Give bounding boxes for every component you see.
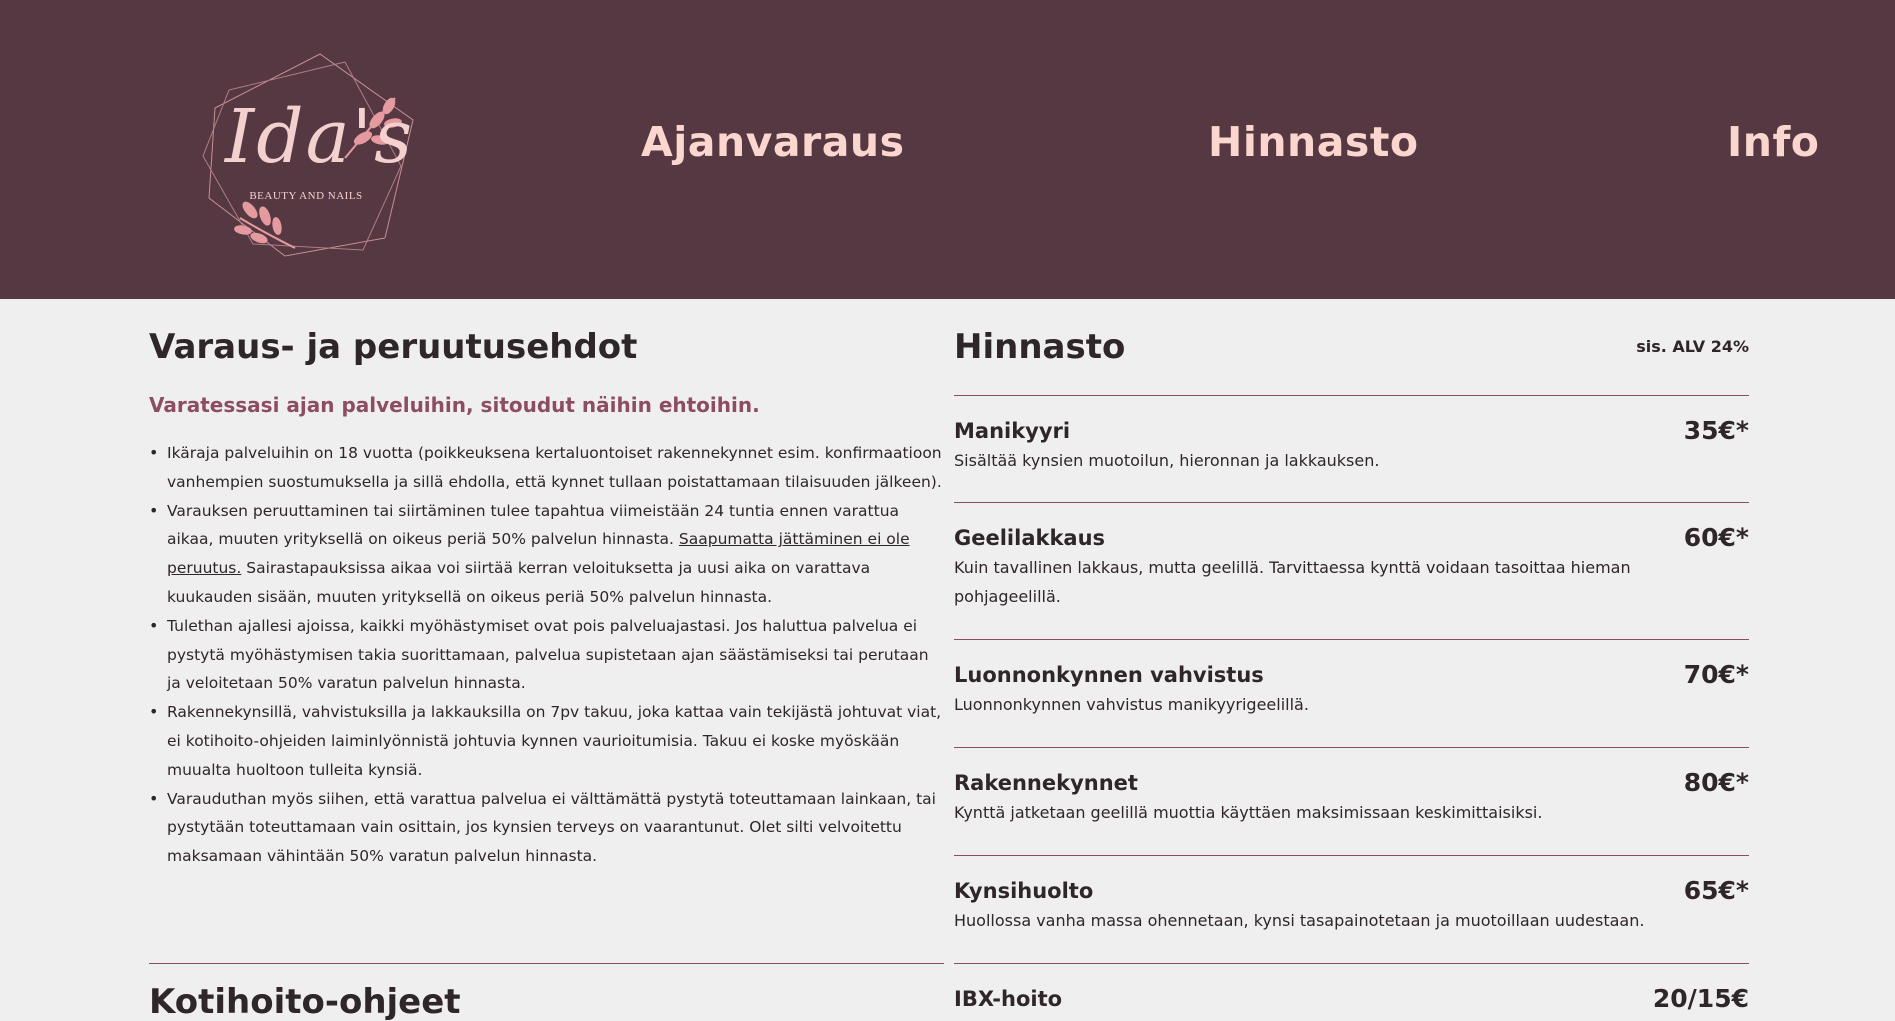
terms-lead: Varatessasi ajan palveluihin, sitoudut näihin ehtoihin. xyxy=(149,393,760,417)
service-name: Manikyyri xyxy=(954,419,1071,443)
service-item xyxy=(954,856,1749,963)
terms-rule: • Ikäraja palveluihin on 18 vuotta (poikkeuksena kertaluontoiset rakennekynnet esim. konfirmaatioon vanhempien suostumuksella ja sillä ehdolla, että kynnet tullaan poistattamaan tilaisuuden jälkeen). xyxy=(149,439,944,497)
service-price: 35€* xyxy=(1683,416,1749,445)
service-name: Kynsihuolto xyxy=(954,879,1094,903)
pricing-title: Hinnasto xyxy=(954,327,1126,367)
service-name: Rakennekynnet xyxy=(954,771,1138,795)
no-show-note: Saapumatta jättäminen ei ole peruutus. xyxy=(167,530,910,578)
service-price: 80€* xyxy=(1683,768,1749,797)
terms-list xyxy=(149,439,944,871)
service-item xyxy=(954,640,1749,747)
service-item xyxy=(954,396,1749,502)
logo-script-text: Ida's xyxy=(225,94,415,180)
service-name: Geelilakkaus xyxy=(954,526,1106,550)
service-description: Sisältää kynsien muotoilun, hieronnan ja lakkauksen. xyxy=(954,451,1380,470)
service-description: Kynttä jatketaan geelillä muottia käyttäen maksimissaan keskimittaisiksi. xyxy=(954,803,1543,822)
service-item xyxy=(954,748,1749,855)
home-care-title: Kotihoito-ohjeet xyxy=(149,982,461,1021)
terms-rule: • Rakennekynsillä, vahvistuksilla ja lakkauksilla on 7pv takuu, joka kattaa vain tekijästä johtuvat viat, ei kotihoito-ohjeiden laiminlyönnistä johtuvia kynnen vaurioitumisia. Takuu ei koske myöskään muualta huoltoon tulleita kynsiä. xyxy=(149,698,944,784)
service-price: 20/15€ xyxy=(1652,984,1749,1013)
terms-title: Varaus- ja peruutusehdot xyxy=(149,327,638,367)
section-divider xyxy=(149,963,944,964)
nav-info[interactable]: Info xyxy=(1727,118,1820,166)
terms-section xyxy=(149,325,944,871)
logo[interactable] xyxy=(195,48,417,263)
service-price: 70€* xyxy=(1683,660,1749,689)
service-description: Luonnonkynnen vahvistus manikyyrigeelillä. xyxy=(954,695,1309,714)
vat-note: sis. ALV 24% xyxy=(1636,337,1749,356)
nav-hinnasto[interactable]: Hinnasto xyxy=(1208,118,1419,166)
pricing-header xyxy=(954,325,1749,369)
pricing-section xyxy=(954,325,1749,1021)
service-item xyxy=(954,503,1749,639)
terms-rule: • Varauduthan myös siihen, että varattua palvelua ei välttämättä pystytä toteuttamaan lainkaan, tai pystytään toteuttamaan vain osittain, jos kynsien terveys on vaarantunut. Olet silti velvoitettu maksamaan vähintään 50% varatun palvelun hinnasta. xyxy=(149,785,944,871)
service-description: Kuin tavallinen lakkaus, mutta geelillä. Tarvittaessa kynttä voidaan tasoittaa hieman pohjageelillä. xyxy=(954,558,1631,606)
service-name: Luonnonkynnen vahvistus xyxy=(954,663,1264,687)
service-price: 60€* xyxy=(1683,523,1749,552)
terms-rule: • Tulethan ajallesi ajoissa, kaikki myöhästymiset ovat pois palveluajastasi. Jos haluttua palvelua ei pystytä myöhästymisen takia suorittamaan, palvelua supistetaan ajan säästämiseksi tai perutaan ja veloitetaan 50% varatun palvelun hinnasta. xyxy=(149,612,944,698)
service-description: Huollossa vanha massa ohennetaan, kynsi tasapainotetaan ja muotoillaan uudestaan. xyxy=(954,911,1645,930)
nav-ajanvaraus[interactable]: Ajanvaraus xyxy=(641,118,905,166)
service-name: IBX-hoito xyxy=(954,987,1063,1011)
terms-rule xyxy=(149,497,944,612)
terms-rule-text: Varauksen peruuttaminen tai siirtäminen tulee tapahtua viimeistään 24 tuntia ennen varattua aikaa, muuten yrityksellä on oikeus periä 50% palvelun hinnasta. xyxy=(167,501,900,549)
service-price: 65€* xyxy=(1683,876,1749,905)
service-item xyxy=(954,964,1749,1021)
terms-rule-text: Sairastapauksissa aikaa voi siirtää kerran veloituksetta ja uusi aika on varattava kuukauden sisään, muuten yrityksellä on oikeus periä 50% palvelun hinnasta. xyxy=(167,559,871,606)
logo-subtitle: BEAUTY AND NAILS xyxy=(249,190,363,202)
site-header xyxy=(0,0,1895,299)
